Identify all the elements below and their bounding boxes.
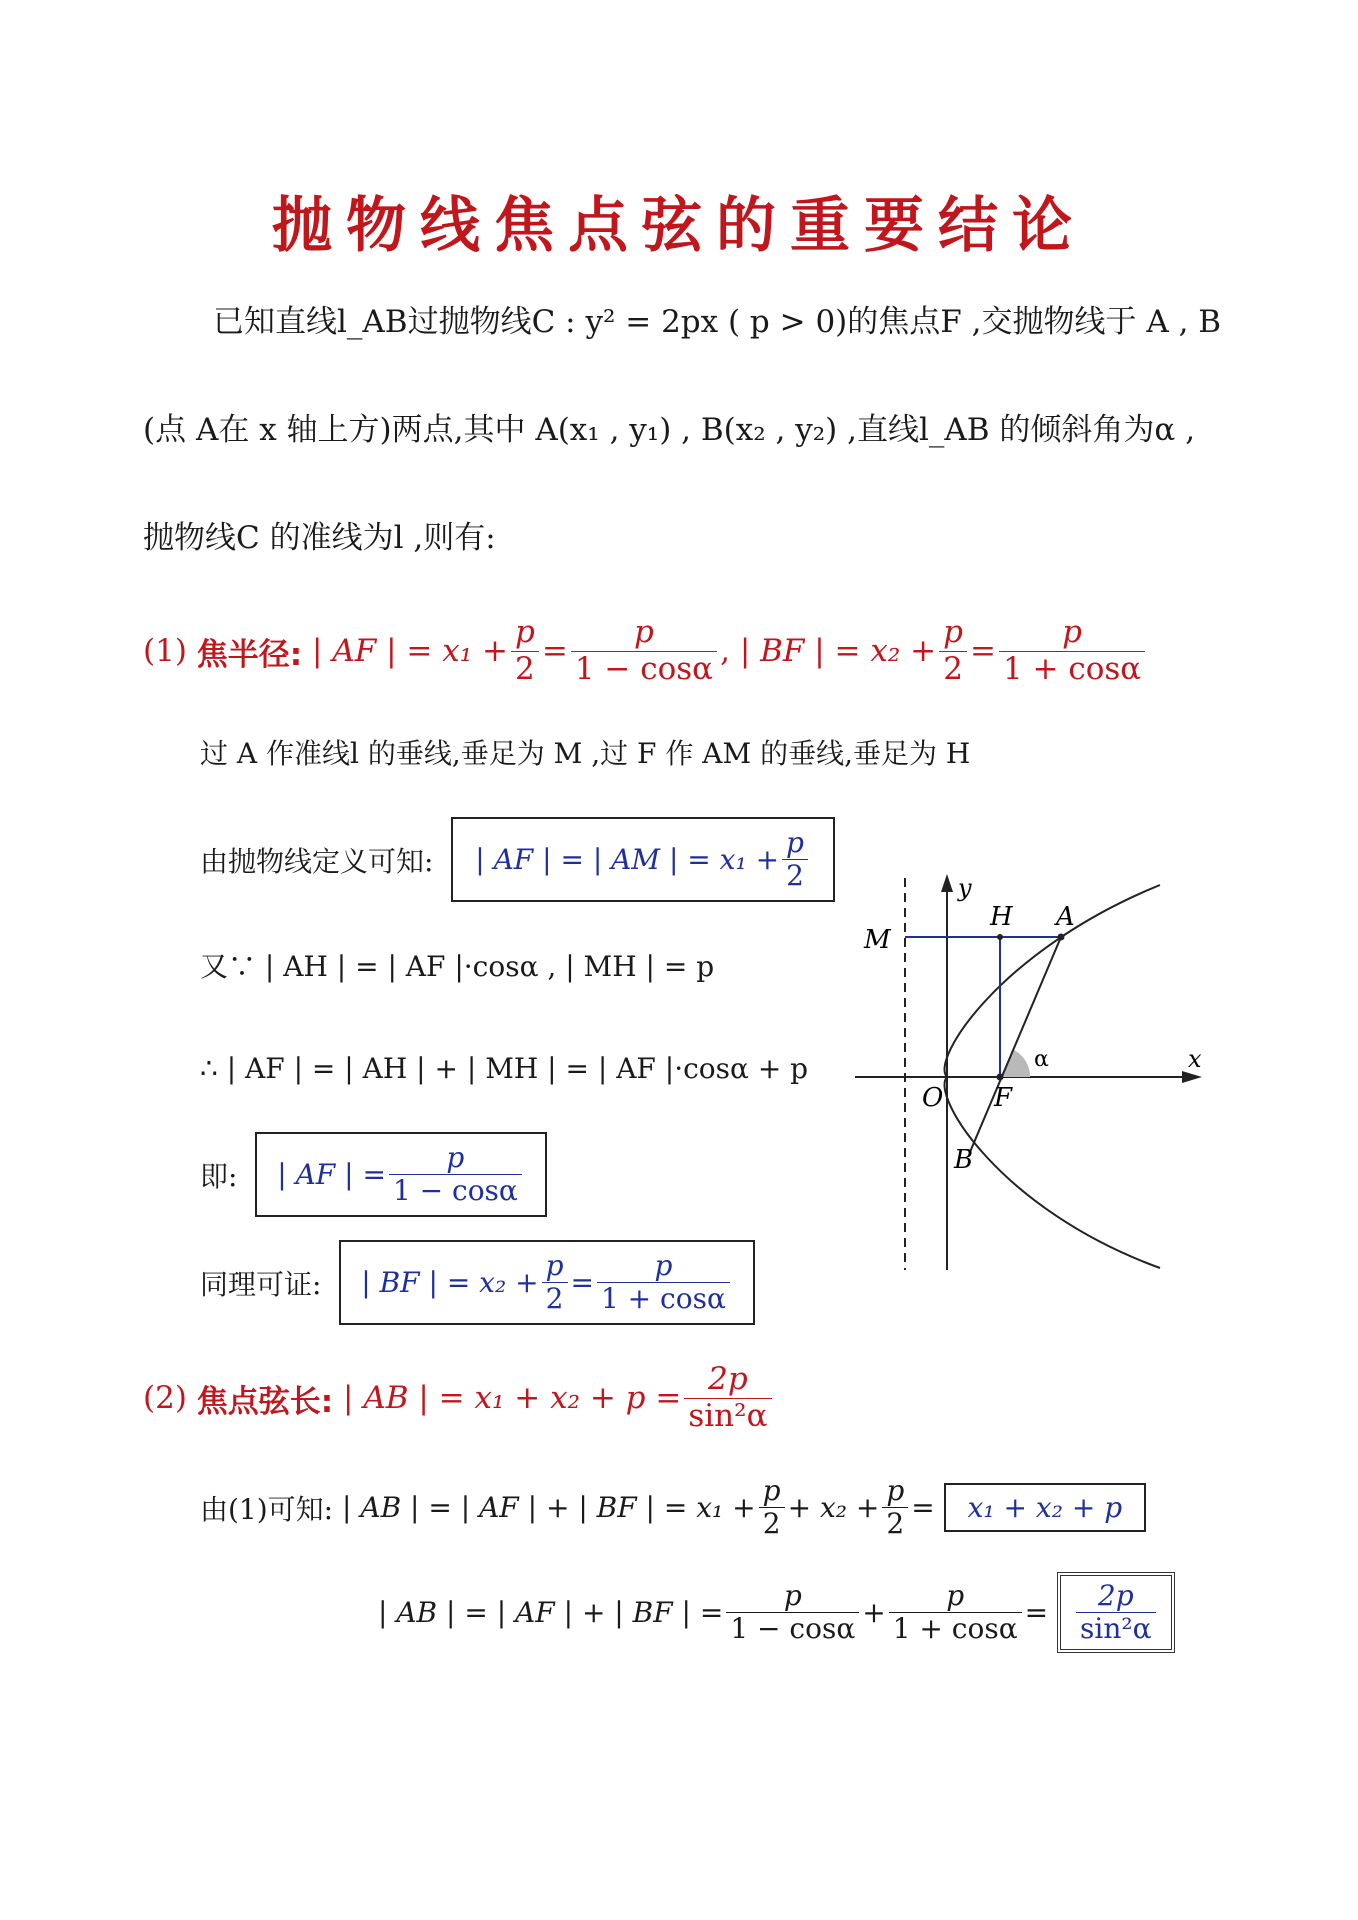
chord-step-1-mid: + x₂ + (787, 1491, 880, 1525)
intro-line-3: 抛物线C 的准线为l ,则有: (143, 520, 496, 556)
af-result-left: | AF | = (277, 1158, 386, 1192)
equals-sign: = (911, 1491, 935, 1525)
proof-step-3: 又∵ | AH | = | AF |·cosα , | MH | = p (200, 950, 715, 983)
label-y: y (958, 874, 972, 902)
chord-step-2-frac-1 (726, 1580, 859, 1645)
frac-denominator: 2 (762, 1507, 781, 1541)
frac-numerator: p (726, 1580, 859, 1613)
definition-frac (782, 827, 808, 892)
focal-radius-bf-rhs (999, 615, 1145, 687)
parabola-figure (850, 870, 1220, 1290)
equals-sign: = (969, 633, 996, 670)
chord-sum-box: x₁ + x₂ + p (944, 1483, 1146, 1532)
proof-step-6 (200, 1240, 755, 1325)
frac-denominator: 2 (515, 650, 535, 687)
frac-denominator: 1 − cosα (730, 1612, 856, 1646)
bf-result-frac-2 (597, 1250, 730, 1315)
equals-sign: = (570, 1266, 594, 1300)
separator: , (720, 633, 730, 670)
af-result-box (255, 1132, 547, 1217)
section1-heading: 焦半径: (196, 636, 303, 673)
frac-denominator: 2 (786, 859, 804, 893)
frac-numerator: 2p (1076, 1580, 1156, 1613)
y-axis-arrow-icon (941, 874, 953, 892)
frac-denominator: 2 (545, 1282, 564, 1316)
bf-result-frac-1 (542, 1250, 568, 1315)
proof-step-5 (200, 1132, 547, 1217)
frac-numerator: p (999, 615, 1145, 652)
frac-numerator: p (759, 1475, 785, 1508)
focal-radius-af-left: | AF | = x₁ + (312, 633, 508, 670)
label-alpha: α (1034, 1047, 1049, 1072)
frac-denominator: 1 − cosα (574, 650, 714, 687)
frac-numerator: p (389, 1142, 522, 1175)
frac-denominator: 2 (886, 1507, 905, 1541)
focal-chord-ab (970, 937, 1061, 1152)
chord-length-frac (684, 1362, 771, 1434)
label-b: B (954, 1145, 974, 1175)
frac-numerator: p (889, 1580, 1022, 1613)
label-m: M (864, 925, 891, 955)
chord-step-1-frac-1 (759, 1475, 785, 1540)
definition-box (451, 817, 835, 902)
proof-step-1: 过 A 作准线l 的垂线,垂足为 M ,过 F 作 AM 的垂线,垂足为 H (200, 737, 971, 770)
chord-length-left: | AB | = x₁ + x₂ + p = (343, 1380, 682, 1417)
frac-denominator: sin²α (1080, 1612, 1152, 1646)
label-x: x (1188, 1045, 1202, 1073)
bf-result-box (339, 1240, 755, 1325)
section1-formula (143, 615, 1148, 687)
focal-radius-bf-frac (939, 615, 967, 687)
definition-formula: | AF | = | AM | = x₁ + (475, 843, 780, 877)
frac-numerator: p (939, 615, 967, 652)
af-result-frac (389, 1142, 522, 1207)
focal-radius-af-rhs (571, 615, 717, 687)
intro-line-2: (点 A在 x 轴上方)两点,其中 A(x₁ , y₁) , B(x₂ , y₂) ,直线l_AB 的倾斜角为α , (143, 412, 1196, 448)
frac-denominator: 2 (943, 650, 963, 687)
section1-number: (1) (143, 633, 187, 670)
focal-radius-bf-left: | BF | = x₂ + (739, 633, 937, 670)
chord-step-1-label: 由(1)可知: (200, 1492, 334, 1526)
frac-numerator: p (782, 827, 808, 860)
proof-step-6-label: 同理可证: (200, 1267, 322, 1301)
frac-denominator: 1 − cosα (392, 1174, 518, 1208)
point-a (1058, 934, 1065, 941)
frac-numerator: 2p (684, 1362, 771, 1399)
frac-numerator: p (882, 1475, 908, 1508)
frac-denominator: 1 + cosα (600, 1282, 726, 1316)
chord-step-2-frac-2 (889, 1580, 1022, 1645)
section2-number: (2) (143, 1380, 187, 1417)
frac-denominator: sin²α (688, 1397, 768, 1434)
label-a: A (1056, 902, 1075, 932)
label-f: F (994, 1083, 1013, 1113)
chord-result-box (1057, 1572, 1175, 1653)
chord-step-2 (378, 1572, 1175, 1653)
frac-denominator: 1 + cosα (1002, 650, 1142, 687)
section2-formula (143, 1362, 775, 1434)
frac-denominator: 1 + cosα (892, 1612, 1018, 1646)
proof-step-5-label: 即: (200, 1159, 238, 1193)
equals-sign: = (541, 633, 568, 670)
chord-step-1 (200, 1475, 1146, 1540)
label-o: O (922, 1083, 944, 1113)
frac-numerator: p (571, 615, 717, 652)
proof-step-2 (200, 817, 835, 902)
frac-numerator: p (542, 1250, 568, 1283)
section2-heading: 焦点弦长: (196, 1383, 334, 1420)
page-title: 抛物线焦点弦的重要结论 (272, 191, 1086, 261)
equals-sign: = (1024, 1596, 1049, 1630)
plus-sign: + (862, 1596, 886, 1630)
chord-result-frac (1076, 1580, 1156, 1645)
point-h (997, 934, 1003, 940)
chord-step-1-frac-2 (882, 1475, 908, 1540)
focal-radius-af-frac (511, 615, 539, 687)
intro-line-1: 已知直线l_AB过抛物线C : y² = 2px ( p > 0)的焦点F ,交抛物线于 A , B (213, 304, 1222, 340)
frac-numerator: p (597, 1250, 730, 1283)
chord-step-2-left: | AB | = | AF | + | BF | = (378, 1596, 724, 1630)
bf-result-left: | BF | = x₂ + (361, 1266, 539, 1300)
frac-numerator: p (511, 615, 539, 652)
proof-step-2-label: 由抛物线定义可知: (200, 844, 434, 878)
label-h: H (990, 902, 1013, 932)
proof-step-4: ∴ | AF | = | AH | + | MH | = | AF |·cosα + p (200, 1052, 809, 1085)
chord-step-1-left: | AB | = | AF | + | BF | = x₁ + (342, 1491, 756, 1525)
point-f (997, 1074, 1004, 1081)
